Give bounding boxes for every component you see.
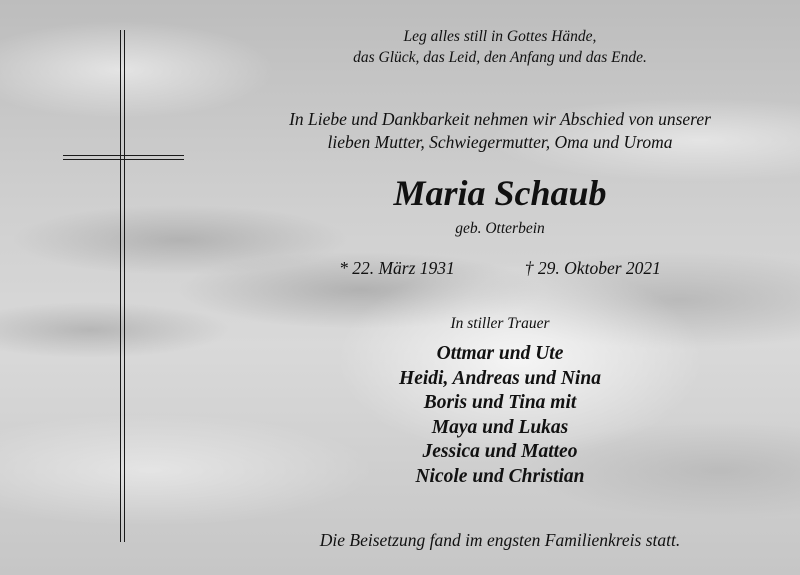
family-line: Boris und Tina mit: [423, 392, 577, 413]
life-dates: [230, 257, 770, 279]
family-line: Jessica und Matteo: [422, 441, 578, 462]
cross-icon: [120, 30, 125, 542]
intro-text: [230, 108, 770, 154]
deceased-name: Maria Schaub: [393, 173, 607, 213]
maiden-name: geb. Otterbein: [455, 220, 545, 237]
birth-date: * 22. März 1931: [339, 258, 455, 278]
intro-line: lieben Mutter, Schwiegermutter, Oma und Uroma: [327, 132, 673, 152]
verse: [230, 26, 770, 68]
death-date: † 29. Oktober 2021: [524, 258, 661, 278]
verse-line: das Glück, das Leid, den Anfang und das Ende.: [353, 49, 647, 66]
family-line: Nicole und Christian: [415, 465, 585, 487]
family-line: Ottmar und Ute: [436, 343, 564, 364]
intro-line: In Liebe und Dankbarkeit nehmen wir Abschied von unserer: [289, 109, 711, 129]
family-line: Maya und Lukas: [431, 416, 569, 438]
mourning-line: In stiller Trauer: [450, 315, 550, 332]
funeral-note: Die Beisetzung fand im engsten Familienkreis statt.: [319, 530, 681, 550]
cross-bar: [63, 155, 184, 160]
verse-line: Leg alles still in Gottes Hände,: [403, 28, 597, 45]
family-list: [230, 342, 770, 489]
family-line: Heidi, Andreas und Nina: [399, 367, 601, 389]
